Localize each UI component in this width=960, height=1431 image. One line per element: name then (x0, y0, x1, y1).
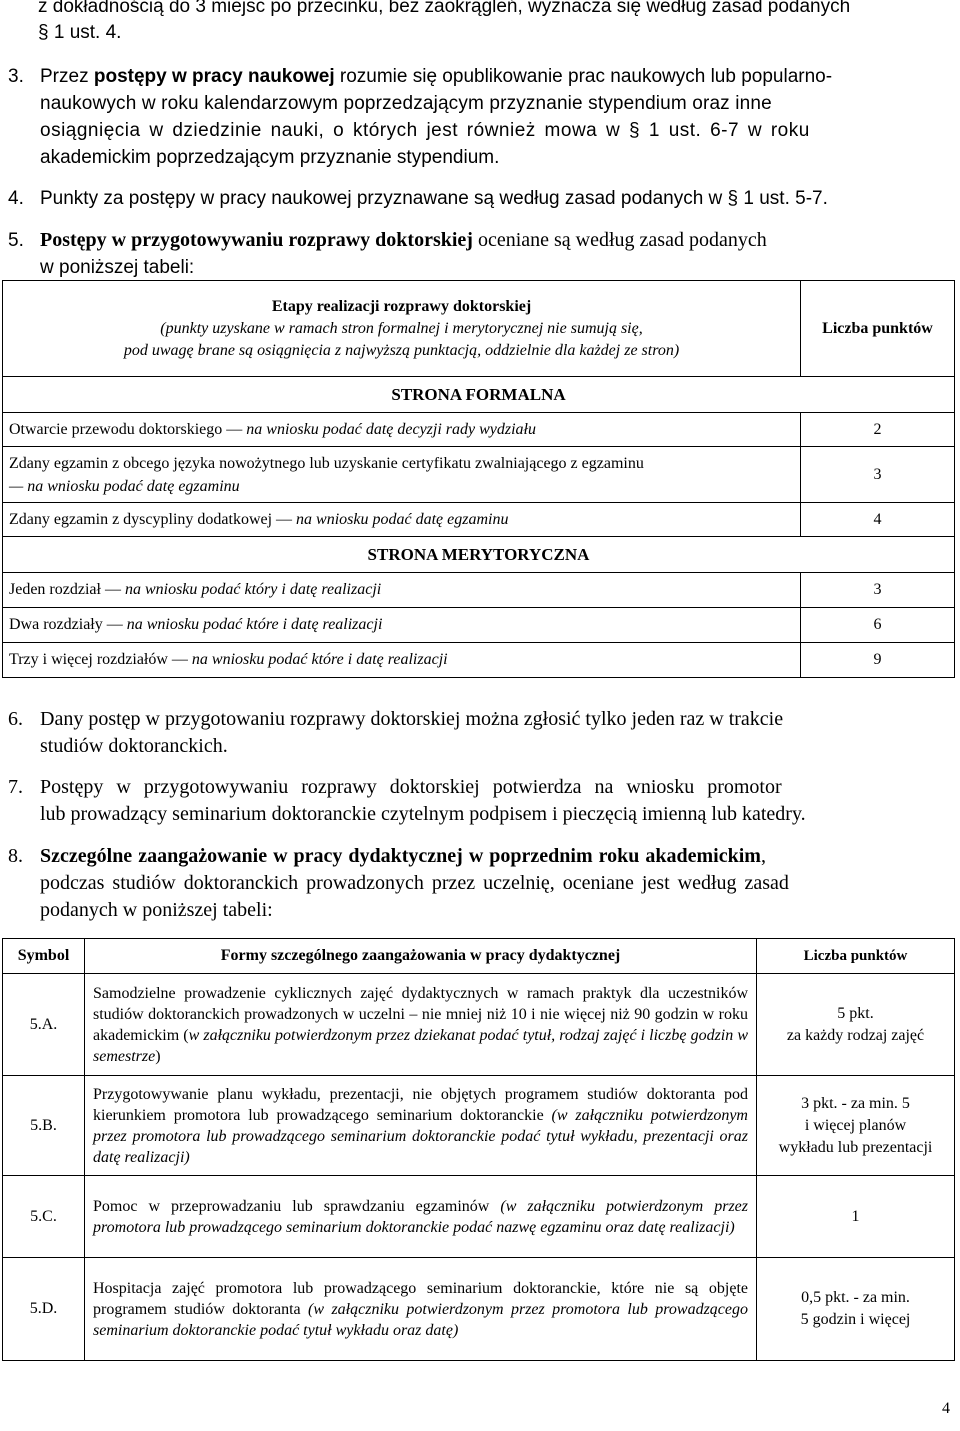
table-row: Trzy i więcej rozdziałów — na wniosku podać które i datę realizacji (3, 643, 801, 678)
progress-table-note-1: (punkty uzyskane w ramach stron formalnej i merytorycznej nie sumują się, (160, 319, 643, 337)
row-symbol: 5.A. (3, 974, 85, 1076)
p3-line-2: naukowych w roku kalendarzowym poprzedzającym przyznanie stypendium oraz inne (40, 93, 772, 114)
teaching-table-points-header: Liczba punktów (757, 939, 955, 974)
table-row: Samodzielne prowadzenie cyklicznych zajęć dydaktycznych w ramach praktyk dla uczestników studiów doktoranckich prowadzonych w uczelni – nie mniej niż 10 i nie więcej niż 90 godzin w roku akademickim (w załączniku potwierdzonym przez dziekanat podać tytuł, rodzaj zajęć i liczbę godzin w semestrze) (85, 974, 757, 1076)
row-points: 0,5 pkt. - za min. 5 godzin i więcej (757, 1258, 955, 1361)
progress-table-title: Etapy realizacji rozprawy doktorskiej (271, 297, 532, 315)
p3-number: 3. (8, 66, 24, 87)
progress-table (2, 280, 955, 678)
table-row: Pomoc w przeprowadzaniu lub sprawdzaniu egzaminów (w załączniku potwierdzonym przez promotora lub prowadzącego seminarium doktoranckie podać nazwę egzaminu oraz datę realizacji) (85, 1176, 757, 1258)
table-row: Hospitacja zajęć promotora lub prowadzącego seminarium doktoranckie, które nie są objęte programem studiów doktoranta (w załączniku potwierdzonym przez promotora lub prowadzącego seminarium doktoranckie podać tytuł wykładu oraz datę) (85, 1258, 757, 1361)
p8-line-3: podanych w poniższej tabeli: (40, 899, 273, 921)
progress-table-points-header: Liczba punktów (801, 281, 955, 377)
table-row: Jeden rozdział — na wniosku podać który i datę realizacji (3, 573, 801, 608)
p3-line-1: Przez postępy w pracy naukowej rozumie się opublikowanie prac naukowych lub popularno- (40, 66, 833, 87)
p8-line-1: Szczególne zaangażowanie w pracy dydaktycznej w poprzednim roku akademickim, (40, 845, 766, 867)
progress-table-header (3, 281, 801, 377)
teaching-table-forms-header: Formy szczególnego zaangażowania w pracy dydaktycznej (85, 939, 757, 974)
p8-line-2: podczas studiów doktoranckich prowadzonych przez uczelnię, oceniane jest według zasad (40, 872, 789, 894)
teaching-table (2, 938, 955, 1361)
row-symbol: 5.C. (3, 1176, 85, 1258)
top-line-1: z dokładnością do 3 miejsc po przecinku, bez zaokrągleń, wyznacza się według zasad podanych (38, 0, 851, 17)
p7-line-2: lub prowadzący seminarium doktoranckie czytelnym podpisem i pieczęcią imienną lub katedry. (40, 803, 806, 825)
p4-number: 4. (8, 188, 24, 209)
row-points: 6 (801, 608, 955, 643)
top-line-2: § 1 ust. 4. (38, 22, 122, 43)
p5-line-1: Postępy w przygotowywaniu rozprawy doktorskiej oceniane są według zasad podanych (40, 229, 767, 251)
row-symbol: 5.B. (3, 1076, 85, 1176)
p8-number: 8. (8, 845, 23, 867)
table-row: Otwarcie przewodu doktorskiego — na wniosku podać datę decyzji rady wydziału (3, 413, 801, 447)
row-symbol: 5.D. (3, 1258, 85, 1361)
table-row: Przygotowywanie planu wykładu, prezentacji, nie objętych programem studiów doktoranta pod kierunkiem promotora lub prowadzącego seminarium doktoranckie (w załączniku potwierdzonym przez promotora lub prowadzącego seminarium doktoranckie podać tytuł wykładu, prezentacji oraz datę realizacji) (85, 1076, 757, 1176)
progress-table-note-2: pod uwagę brane są osiągnięcia z najwyższą punktacją, oddzielnie dla każdej ze stron) (123, 341, 680, 359)
p3-line-4: akademickim poprzedzającym przyznanie stypendium. (40, 147, 500, 168)
p7-line-1: Postępy w przygotowywaniu rozprawy doktorskiej potwierdza na wniosku promotor (40, 776, 782, 798)
p4-text: Punkty za postępy w pracy naukowej przyznawane są według zasad podanych w § 1 ust. 5-7. (40, 188, 828, 209)
p3-line-3: osiągnięcia w dziedzinie nauki, o których jest również mowa w § 1 ust. 6-7 w roku (40, 120, 810, 141)
row-points: 3 pkt. - za min. 5 i więcej planów wykładu lub prezentacji (757, 1076, 955, 1176)
p7-number: 7. (8, 776, 23, 798)
row-points: 2 (801, 413, 955, 447)
p6-number: 6. (8, 708, 23, 730)
p6-line-2: studiów doktoranckich. (40, 735, 228, 757)
section-formal: STRONA FORMALNA (3, 377, 955, 413)
row-points: 3 (801, 573, 955, 608)
row-points: 3 (801, 447, 955, 503)
table-row: Zdany egzamin z obcego języka nowożytnego lub uzyskanie certyfikatu zwalniającego z egzaminu — na wniosku podać datę egzaminu (3, 447, 801, 503)
table-row: Dwa rozdziały — na wniosku podać które i datę realizacji (3, 608, 801, 643)
row-points: 5 pkt. za każdy rodzaj zajęć (757, 974, 955, 1076)
row-points: 1 (757, 1176, 955, 1258)
teaching-table-symbol-header: Symbol (3, 939, 85, 974)
row-points: 9 (801, 643, 955, 678)
section-merit: STRONA MERYTORYCZNA (3, 537, 955, 573)
page-number: 4 (942, 1400, 950, 1417)
row-points: 4 (801, 503, 955, 537)
p5-number: 5. (8, 230, 24, 251)
p5-line-2: w poniższej tabeli: (40, 257, 195, 278)
p6-line-1: Dany postęp w przygotowaniu rozprawy doktorskiej można zgłosić tylko jeden raz w trakcie (40, 708, 784, 730)
table-row: Zdany egzamin z dyscypliny dodatkowej — na wniosku podać datę egzaminu (3, 503, 801, 537)
